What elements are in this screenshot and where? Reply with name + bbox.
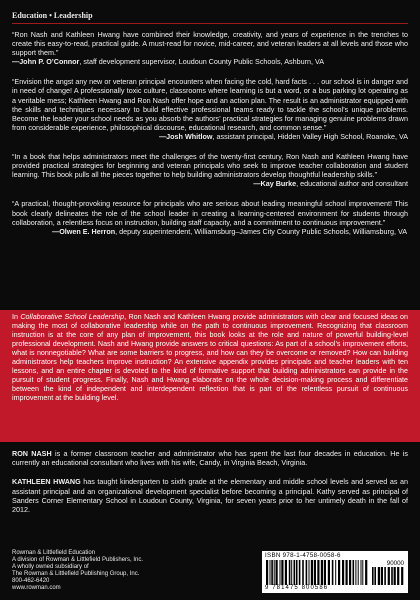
barcode-stripe — [374, 567, 376, 585]
barcode-stripe — [394, 567, 396, 585]
header-rule — [12, 23, 408, 24]
barcode-stripe — [358, 560, 359, 585]
book-title: Collaborative School Leadership — [20, 313, 125, 321]
barcode-stripe — [266, 560, 268, 585]
quote-author-role: , educational author and consultant — [296, 179, 408, 189]
quote-author: —Josh Whitlow — [158, 131, 213, 141]
publisher-phone: 800-462-6420 — [12, 578, 50, 585]
barcode-stripe — [317, 560, 319, 585]
book-description — [12, 313, 408, 403]
barcode-stripe — [294, 560, 296, 585]
barcode-stripe — [338, 560, 340, 585]
barcode-stripe — [280, 560, 281, 585]
barcode-stripe — [296, 560, 298, 585]
barcode-stripe — [349, 560, 351, 585]
barcode-stripe — [306, 560, 308, 585]
barcode-stripe — [355, 560, 356, 585]
barcode-stripe — [381, 567, 383, 585]
barcode-stripe — [302, 560, 304, 585]
price-code: 90000 — [386, 560, 404, 567]
endorsement-quote — [12, 77, 408, 141]
barcode-stripe — [309, 560, 310, 585]
description-body: , Ron Nash and Kathleen Hwang provide administrators with clear and focused ideas on making the most of collaborative leadership while on the path to continuous improvement. Recognizing that classroom instruction is at the core of any plan of improvement, this book looks at the role and nature of powerful building-level professional development. Nash and Hwang provide answers to critical questions: As part of a school’s improvement efforts, what is nonnegotiable? What are some barriers to progress, and how can they be overcome or removed? How can building administrators help teachers improve instruction? An extensive appendix provides principals and teacher leaders with ten lessons, and an entire chapter is devoted to the kind of formative support that building administrators can provide in the pursuit of student progress. Finally, Nash and Hwang elaborate on the whole decision-making process and differentiate between the kind of independent and interdependent reflection that is part of the relentless pursuit of continuous improvement at the building level. — [12, 313, 409, 402]
author-bio-text: is a former classroom teacher and administrator who has spent the last four decades in education. He is currently an educational consultant who lives with his wife, Candy, in Virginia Beach, Virginia. — [12, 449, 408, 468]
isbn-label: ISBN 978-1-4758-0058-6 — [265, 552, 341, 559]
barcode-stripe — [270, 560, 271, 585]
barcode-stripe — [299, 560, 301, 585]
quote-author-role: , assistant principal, Hidden Valley High School, Roanoke, VA — [212, 131, 408, 141]
barcode-stripe — [311, 560, 313, 585]
quote-author: —John P. O’Connor — [12, 57, 80, 67]
barcode-stripe — [388, 567, 390, 585]
author-bio-text: has taught kindergarten to sixth grade at the elementary and middle school levels and served as an assistant principal and an organizational development specialist before becoming a principal. Kathy served as principal of Sanders Corner Elementary School in Loudoun County, Virginia, for seven years prior to her untimely death in the fall of 2012. — [12, 477, 408, 515]
barcode-stripe — [321, 560, 323, 585]
barcode-stripe — [289, 560, 291, 585]
barcode-stripe — [346, 560, 348, 585]
barcode-stripe — [372, 567, 374, 585]
quote-text: “A practical, thought-provoking resource for principals who are serious about leading meaningful school improvement! This book clearly delineates the role of the school leader in creating a learning-centered environment for students through collaboration, a relentless focus on instruction, building staff capacity, and a commitment to continuous improvement.” — [12, 199, 408, 227]
barcode-stripe — [276, 560, 278, 585]
publisher-line: The Rowman & Littlefield Publishing Group, Inc. — [12, 571, 140, 578]
barcode-stripe — [274, 560, 275, 585]
barcode-stripe — [353, 560, 355, 585]
endorsement-quote — [12, 30, 408, 66]
barcode-bars — [266, 560, 370, 585]
category-label: Education • Leadership — [12, 11, 93, 20]
quote-author: —Kay Burke — [253, 179, 297, 189]
barcode-stripe — [361, 560, 362, 585]
barcode-stripe — [391, 567, 393, 585]
barcode-stripe — [335, 560, 336, 585]
quote-author-role: , deputy superintendent, Williamsburg–James City County Public Schools, Williamsburg, VA — [115, 226, 407, 236]
endorsement-quote — [12, 152, 408, 188]
endorsement-quote — [12, 199, 408, 235]
barcode-stripe — [342, 560, 344, 585]
barcode-stripe — [291, 560, 292, 585]
publisher-line: Rowman & Littlefield Education — [12, 550, 96, 556]
endorsements — [12, 30, 408, 247]
barcode-stripe — [314, 560, 316, 585]
barcode-digits: 9 781475 800586 — [265, 585, 329, 591]
barcode-stripe — [281, 560, 283, 585]
barcode-stripe — [397, 567, 399, 585]
description-lead: In — [12, 313, 21, 321]
barcode-stripe — [401, 567, 403, 585]
barcode-stripe — [365, 560, 367, 585]
author-name: KATHLEEN HWANG — [12, 477, 81, 487]
quote-author-role: , staff development supervisor, Loudoun County Public Schools, Ashburn, VA — [79, 57, 325, 67]
quote-text: “Envision the angst any new or veteran principal encounters when facing the cold, hard facts . . . our school is in danger and in need of change! A professionally toxic culture, classrooms where learning is but a word, or a bus parking lot operating as a veritable mess; Kathleen Hwang and Ron Nash offer hope and an action plan. The result is an administrator equipped with the skills and techniques necessary to build effective professional teams ready to tackle the school’s unique problems. Become the leader your school needs as you absorb the authors’ practical strategies for managing genuine problems drawn from considerable experience, philosophical discourse, educational research, and common sense.” — [12, 77, 408, 132]
barcode-stripe — [271, 560, 273, 585]
barcode-stripe — [328, 560, 330, 585]
barcode-stripe — [362, 560, 363, 585]
publisher-line: A division of Rowman & Littlefield Publishers, Inc. — [12, 557, 144, 564]
author-bio — [12, 477, 408, 514]
quote-text: “Ron Nash and Kathleen Hwang have combined their knowledge, creativity, and years of experience in the trenches to create this easy-to-read, practical guide. A must-read for novice, mid-career, and veteran leaders at all levels and those who support them.” — [12, 30, 408, 58]
barcode-addon-bars — [372, 567, 404, 585]
isbn-barcode — [262, 551, 408, 593]
publisher-website: www.rowman.com — [12, 585, 61, 592]
barcode-stripe — [378, 567, 380, 585]
barcode-stripe — [285, 560, 287, 585]
quote-author: —Olwen E. Herron — [52, 226, 116, 236]
quote-text: “In a book that helps administrators meet the challenges of the twenty-first century, Ron Nash and Kathleen Hwang have provided practical strategies for beginning and veteran principals who seek to improve teacher collaboration and student learning. This book pulls all the pieces together to help building administrators develop thoughtful leadership skills.” — [12, 152, 408, 180]
barcode-stripe — [384, 567, 386, 585]
publisher-info — [12, 550, 143, 593]
author-bio — [12, 449, 408, 467]
author-bios — [12, 449, 408, 524]
author-name: RON NASH — [12, 449, 52, 458]
publisher-line: A wholly owned subsidiary of — [12, 564, 89, 571]
barcode-stripe — [332, 560, 334, 585]
barcode-stripe — [324, 560, 326, 585]
